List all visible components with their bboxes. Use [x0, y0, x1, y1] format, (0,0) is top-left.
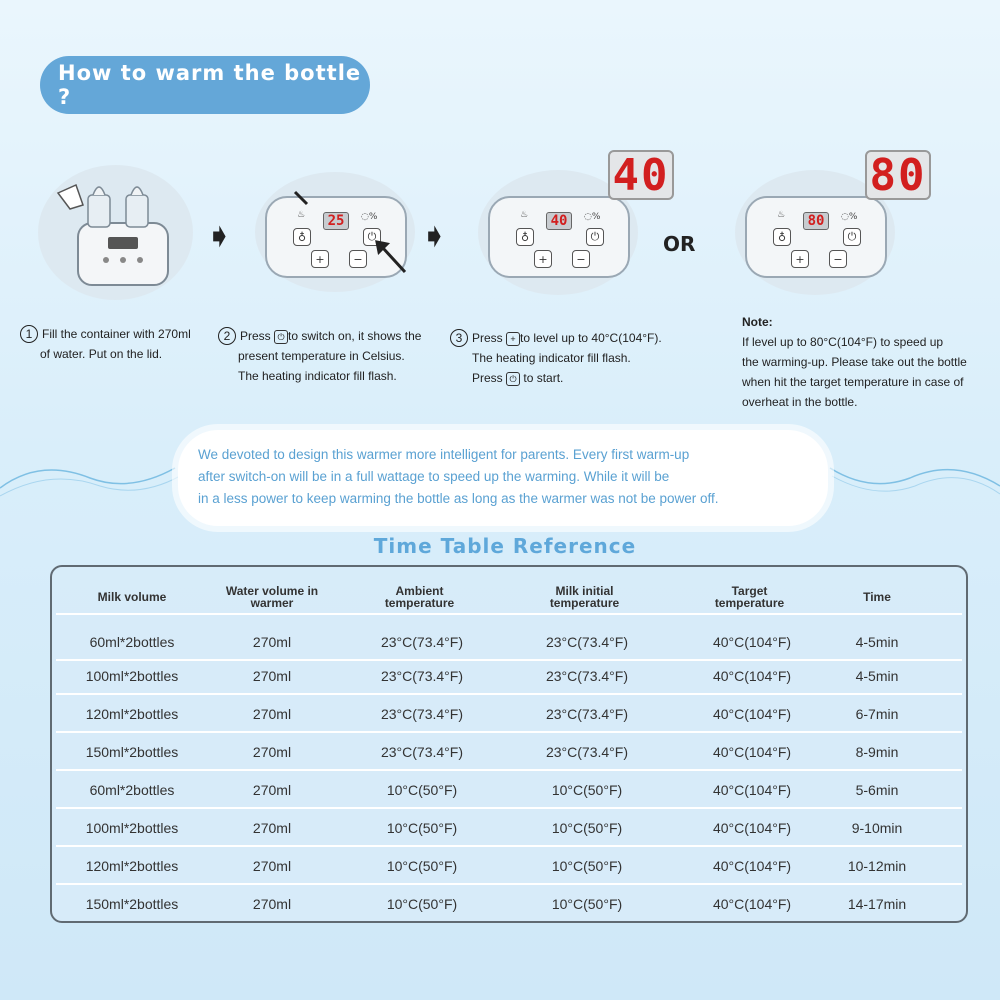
- target-temp-cell: 40°C(104°F): [712, 706, 792, 722]
- mode-indicator-icon: ◌%: [361, 212, 378, 222]
- target-temp-cell: 40°C(104°F): [712, 668, 792, 684]
- ambient-temp-cell: 10°C(50°F): [386, 782, 458, 798]
- minus-button[interactable]: −: [572, 250, 590, 268]
- table-row: [52, 885, 966, 923]
- power-icon: ⏻: [274, 330, 288, 344]
- or-label: OR: [663, 232, 696, 256]
- target-temp-cell: 40°C(104°F): [712, 858, 792, 874]
- table-row: [52, 847, 966, 885]
- note-line: the warming-up. Please take out the bottle: [742, 355, 967, 369]
- ambient-temp-cell: 23°C(73.4°F): [380, 634, 463, 650]
- step-text: to switch on, it shows the: [288, 329, 422, 343]
- ambient-temp-cell: 23°C(73.4°F): [380, 744, 463, 760]
- target-temp-cell: 40°C(104°F): [712, 782, 792, 798]
- info-line: after switch-on will be in a full wattage to speed up the warming. While it will be: [198, 469, 670, 484]
- info-text: [198, 444, 818, 510]
- pointer-arrow-icon: [255, 172, 415, 292]
- water-volume-cell: 270ml: [252, 668, 292, 684]
- step3-description: [450, 328, 720, 388]
- power-button[interactable]: ⏻: [586, 228, 604, 246]
- bottle-mode-button[interactable]: ♁: [773, 228, 791, 246]
- note-line: when hit the target temperature in case of: [742, 375, 964, 389]
- ambient-temp-cell: 23°C(73.4°F): [380, 706, 463, 722]
- table-row: [52, 657, 966, 695]
- mode-indicator-icon: ◌%: [584, 212, 601, 222]
- milk-initial-temp-cell: 23°C(73.4°F): [545, 744, 628, 760]
- time-cell: 9-10min: [851, 820, 903, 836]
- table-row: [52, 695, 966, 733]
- table-title: Time Table Reference: [373, 534, 637, 558]
- step2-description: [218, 326, 458, 386]
- minus-button[interactable]: −: [829, 250, 847, 268]
- table-row: [52, 733, 966, 771]
- step1-illustration: [38, 165, 193, 300]
- header-water-volume: Water volume in warmer: [225, 584, 319, 610]
- water-volume-cell: 270ml: [252, 706, 292, 722]
- step-text: of water. Put on the lid.: [40, 347, 163, 361]
- water-volume-cell: 270ml: [252, 820, 292, 836]
- info-line: in a less power to keep warming the bottle as long as the warmer was not be power off.: [198, 491, 719, 506]
- zoom-display-bubble: 80: [865, 150, 931, 200]
- step3-illustration: [478, 150, 678, 300]
- time-cell: 4-5min: [855, 634, 899, 650]
- time-cell: 10-12min: [847, 858, 907, 874]
- header-time: Time: [863, 590, 891, 604]
- milk-volume-cell: 120ml*2bottles: [85, 858, 179, 874]
- target-temp-cell: 40°C(104°F): [712, 634, 792, 650]
- milk-volume-cell: 150ml*2bottles: [85, 744, 179, 760]
- step-text: to level up to 40°C(104°F).: [520, 331, 662, 345]
- plus-button[interactable]: +: [311, 250, 329, 268]
- heating-indicator-icon: ♨: [777, 210, 786, 220]
- step-text: present temperature in Celsius.: [238, 349, 405, 363]
- heating-indicator-icon: ♨: [520, 210, 529, 220]
- step4-illustration: [735, 150, 935, 300]
- milk-initial-temp-cell: 10°C(50°F): [551, 782, 623, 798]
- header-target-temp: Target temperature: [714, 584, 785, 610]
- water-volume-cell: 270ml: [252, 896, 292, 912]
- step-text: Fill the container with 270ml: [42, 327, 191, 341]
- heating-indicator-icon: ♨: [297, 210, 306, 220]
- arrow-step1-to-2-icon: ➧: [205, 216, 234, 256]
- step-text: Press: [240, 329, 271, 343]
- step-number: 3: [450, 329, 468, 347]
- milk-volume-cell: 60ml*2bottles: [89, 782, 175, 798]
- plus-icon: +: [506, 332, 520, 346]
- milk-volume-cell: 100ml*2bottles: [85, 820, 179, 836]
- water-volume-cell: 270ml: [252, 782, 292, 798]
- milk-volume-cell: 120ml*2bottles: [85, 706, 179, 722]
- zoom-display-bubble: 40: [608, 150, 674, 200]
- ambient-temp-cell: 10°C(50°F): [386, 896, 458, 912]
- step-text: The heating indicator fill flash.: [238, 369, 397, 383]
- milk-volume-cell: 60ml*2bottles: [89, 634, 175, 650]
- milk-initial-temp-cell: 23°C(73.4°F): [545, 706, 628, 722]
- time-cell: 8-9min: [855, 744, 899, 760]
- water-volume-cell: 270ml: [252, 858, 292, 874]
- info-line: We devoted to design this warmer more intelligent for parents. Every first warm-up: [198, 447, 690, 462]
- milk-initial-temp-cell: 23°C(73.4°F): [545, 668, 628, 684]
- water-volume-cell: 270ml: [252, 634, 292, 650]
- step-text: Press: [472, 371, 503, 385]
- header-ambient-temp: Ambient temperature: [384, 584, 455, 610]
- plus-button[interactable]: +: [534, 250, 552, 268]
- header-milk-initial-temp: Milk initial temperature: [549, 584, 620, 610]
- temp-display: 40: [546, 212, 572, 230]
- step-number: 1: [20, 325, 38, 343]
- power-button[interactable]: ⏻: [843, 228, 861, 246]
- ambient-temp-cell: 23°C(73.4°F): [380, 668, 463, 684]
- step-number: 2: [218, 327, 236, 345]
- step-text: to start.: [523, 371, 564, 385]
- note-block: [742, 312, 998, 412]
- power-icon: ⏻: [506, 372, 520, 386]
- plus-button[interactable]: +: [791, 250, 809, 268]
- time-cell: 14-17min: [847, 896, 907, 912]
- step2-illustration: [255, 172, 415, 292]
- arrow-step2-to-3-icon: ➧: [420, 216, 449, 256]
- power-button[interactable]: ⏻: [363, 228, 381, 246]
- ambient-temp-cell: 10°C(50°F): [386, 820, 458, 836]
- water-volume-cell: 270ml: [252, 744, 292, 760]
- warmer-with-bottles-icon: [38, 165, 193, 300]
- note-line: If level up to 80°C(104°F) to speed up: [742, 335, 944, 349]
- milk-volume-cell: 150ml*2bottles: [85, 896, 179, 912]
- target-temp-cell: 40°C(104°F): [712, 896, 792, 912]
- step1-description: [20, 324, 220, 364]
- step-text: The heating indicator fill flash.: [472, 351, 631, 365]
- mode-indicator-icon: ◌%: [841, 212, 858, 222]
- note-line: overheat in the bottle.: [742, 395, 858, 409]
- target-temp-cell: 40°C(104°F): [712, 820, 792, 836]
- header-milk-volume: Milk volume: [97, 590, 167, 604]
- milk-volume-cell: 100ml*2bottles: [85, 668, 179, 684]
- temp-display: 25: [323, 212, 349, 230]
- table-row: [52, 809, 966, 847]
- table-row: [52, 771, 966, 809]
- milk-initial-temp-cell: 23°C(73.4°F): [545, 634, 628, 650]
- milk-initial-temp-cell: 10°C(50°F): [551, 820, 623, 836]
- note-title: Note:: [742, 315, 773, 329]
- ambient-temp-cell: 10°C(50°F): [386, 858, 458, 874]
- time-table: [50, 565, 968, 923]
- header-divider: [56, 613, 962, 615]
- time-cell: 5-6min: [855, 782, 899, 798]
- minus-button[interactable]: −: [349, 250, 367, 268]
- target-temp-cell: 40°C(104°F): [712, 744, 792, 760]
- milk-initial-temp-cell: 10°C(50°F): [551, 896, 623, 912]
- bottle-mode-button[interactable]: ♁: [516, 228, 534, 246]
- time-cell: 4-5min: [855, 668, 899, 684]
- temp-display: 80: [803, 212, 829, 230]
- bottle-mode-button[interactable]: ♁: [293, 228, 311, 246]
- section-title: How to warm the bottle ?: [40, 56, 370, 114]
- milk-initial-temp-cell: 10°C(50°F): [551, 858, 623, 874]
- time-cell: 6-7min: [855, 706, 899, 722]
- table-row: [52, 623, 966, 661]
- step-text: Press: [472, 331, 503, 345]
